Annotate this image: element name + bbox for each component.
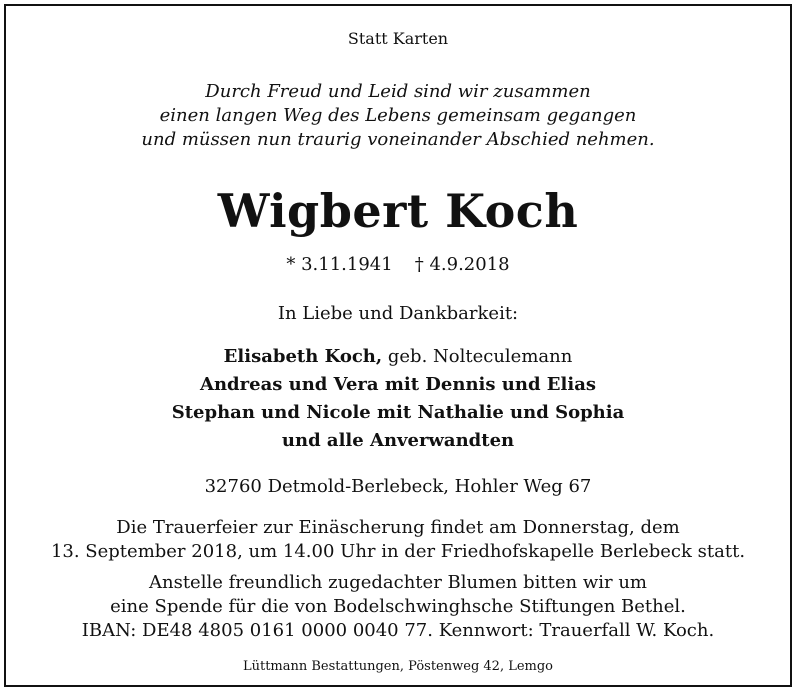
deceased-name: Wigbert Koch bbox=[217, 184, 579, 238]
funeral-home-footer: Lüttmann Bestattungen, Pöstenweg 42, Lemgo bbox=[242, 659, 554, 674]
ceremony-line-1: Die Trauerfeier zur Einäscherung findet am Donnerstag, dem bbox=[116, 517, 680, 538]
donation-line-3: IBAN: DE48 4805 0161 0000 0040 77. Kennwort: Trauerfall W. Koch. bbox=[81, 620, 715, 641]
family-line-4: und alle Anverwandten bbox=[281, 430, 515, 451]
family-line-3: Stephan und Nicole mit Nathalie und Sophia bbox=[171, 402, 625, 423]
address: 32760 Detmold-Berlebeck, Hohler Weg 67 bbox=[204, 476, 592, 497]
spouse-maiden-name: geb. Nolteculemann bbox=[387, 346, 573, 367]
donation-line-1: Anstelle freundlich zugedachter Blumen bitten wir um bbox=[148, 572, 647, 593]
family-line-1 bbox=[6, 346, 790, 367]
spouse-name: Elisabeth Koch, bbox=[223, 346, 383, 367]
verse-line-3: und müssen nun traurig voneinander Abschied nehmen. bbox=[141, 129, 655, 150]
intro-text: In Liebe und Dankbarkeit: bbox=[277, 303, 519, 324]
birth-date: * 3.11.1941 bbox=[286, 254, 393, 275]
family-line-2: Andreas und Vera mit Dennis und Elias bbox=[200, 374, 596, 395]
obituary-notice bbox=[4, 4, 792, 687]
death-date: † 4.9.2018 bbox=[414, 254, 510, 275]
donation-line-2: eine Spende für die von Bodelschwinghsche Stiftungen Bethel. bbox=[110, 596, 686, 617]
verse-line-2: einen langen Weg des Lebens gemeinsam gegangen bbox=[159, 105, 637, 126]
header-text: Statt Karten bbox=[347, 29, 449, 48]
life-dates bbox=[6, 254, 790, 275]
verse-line-1: Durch Freud und Leid sind wir zusammen bbox=[205, 81, 591, 102]
ceremony-line-2: 13. September 2018, um 14.00 Uhr in der Friedhofskapelle Berlebeck statt. bbox=[50, 541, 746, 562]
